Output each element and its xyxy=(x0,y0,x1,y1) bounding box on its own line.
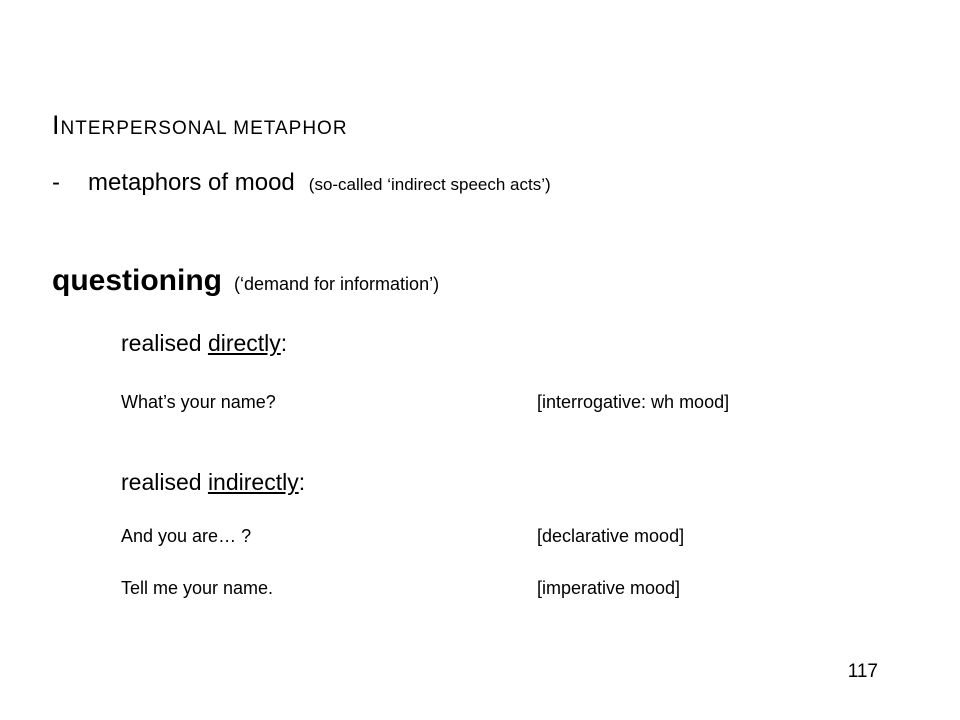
section-note: (‘demand for information’) xyxy=(233,274,440,294)
mood-label: [imperative mood] xyxy=(537,578,681,598)
mood-label: [declarative mood] xyxy=(537,526,685,546)
realised-keyword: directly xyxy=(207,330,281,356)
example-text: Tell me your name. xyxy=(121,578,274,598)
page-number: 117 xyxy=(847,661,878,682)
realised-suffix: : xyxy=(298,469,306,495)
bullet-note: (so-called ‘indirect speech acts’) xyxy=(308,175,551,194)
example-text: And you are… ? xyxy=(121,526,252,546)
bullet-main-text: metaphors of mood xyxy=(88,169,295,196)
heading-initial: I xyxy=(52,110,61,140)
realised-directly-label xyxy=(121,330,287,357)
bullet-line xyxy=(52,169,551,197)
slide-heading xyxy=(52,110,348,141)
section-title xyxy=(52,264,439,298)
realised-suffix: : xyxy=(280,330,288,356)
realised-prefix: realised xyxy=(121,330,202,356)
mood-label: [interrogative: wh mood] xyxy=(537,392,730,412)
heading-rest: NTERPERSONAL METAPHOR xyxy=(60,118,348,139)
realised-keyword: indirectly xyxy=(207,469,299,495)
example-text: What’s your name? xyxy=(121,392,276,412)
realised-prefix: realised xyxy=(121,469,202,495)
section-word: questioning xyxy=(52,264,222,297)
bullet-dash: - xyxy=(52,169,60,196)
realised-indirectly-label xyxy=(121,469,305,496)
